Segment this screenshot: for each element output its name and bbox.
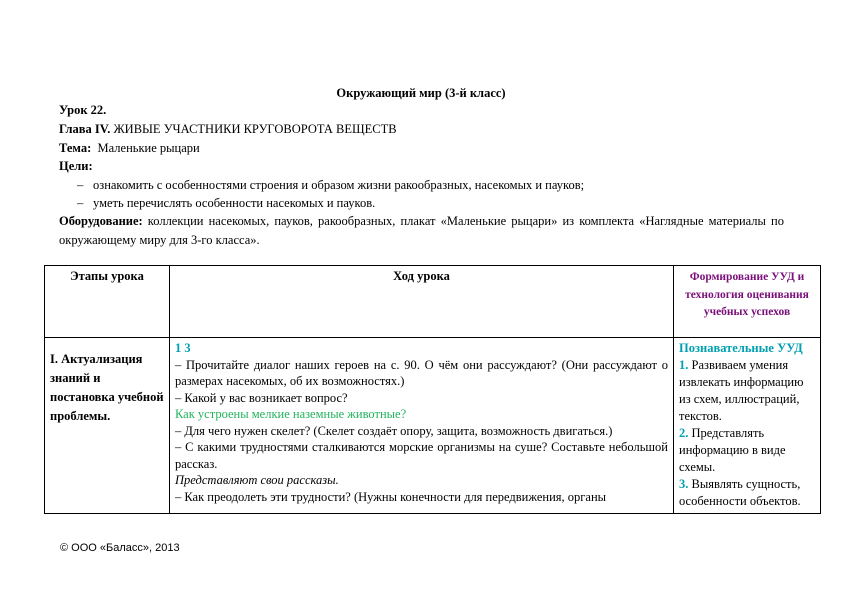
goals-label xyxy=(59,158,93,175)
stage-cell: I. Актуализация знаний и постановка учебной проблемы. xyxy=(45,338,170,514)
header-course: Ход урока xyxy=(170,266,674,338)
uud-item-text: Выявлять сущность, особенности объектов. xyxy=(679,477,801,508)
chapter-label: Глава IV. xyxy=(59,122,111,136)
goals-label-text: Цели: xyxy=(59,159,93,173)
goal-item-2: уметь перечислять особенности насекомых и пауков. xyxy=(93,196,376,210)
goal-bullet-2: – xyxy=(77,196,84,210)
header-stages: Этапы урока xyxy=(45,266,170,338)
lesson-label: Урок 22. xyxy=(59,103,107,117)
table-row xyxy=(45,338,821,514)
topic-line xyxy=(59,140,200,157)
equipment-label: Оборудование: xyxy=(59,214,143,228)
equipment-paragraph xyxy=(59,212,784,250)
copyright-footer: © ООО «Баласс», 2013 xyxy=(60,542,180,554)
equipment-text: коллекции насекомых, пауков, ракообразных, плакат «Маленькие рыцари» из комплекта «Наглядные материалы по окружающему миру для 3-го класса». xyxy=(59,214,784,247)
problem-question: Как устроены мелкие наземные животные? xyxy=(175,407,407,421)
course-activity: Представляют свои рассказы. xyxy=(175,473,339,487)
lesson-table xyxy=(44,265,821,514)
topic-label: Тема: xyxy=(59,141,92,155)
course-cell xyxy=(170,338,674,514)
uud-item xyxy=(679,476,815,510)
course-line: – Прочитайте диалог наших героев на с. 90. О чём они рассуждают? (Они рассуждают о размерах насекомых, об их возможностях.) xyxy=(175,357,668,388)
topic-text: Маленькие рыцари xyxy=(91,141,200,155)
chapter-line xyxy=(59,121,397,138)
uud-item-number: 2. xyxy=(679,426,689,440)
uud-item-number: 1. xyxy=(679,358,689,372)
uud-item-text: Развиваем умения извлекать информацию из схем, иллюстраций, текстов. xyxy=(679,358,804,423)
uud-title: Познавательные УУД xyxy=(679,341,803,355)
goal-item-1: ознакомить с особенностями строения и образом жизни ракообразных, насекомых и пауков; xyxy=(93,178,585,192)
uud-item-text: Представлять информацию в виде схемы. xyxy=(679,426,786,474)
table-header-row xyxy=(45,266,821,338)
course-line: – С какими трудностями сталкиваются морские организмы на суше? Составьте небольшой рассказ. xyxy=(175,440,668,471)
uud-item-number: 3. xyxy=(679,477,689,491)
slide-reference: 1 3 xyxy=(175,341,191,355)
course-line: – Для чего нужен скелет? (Скелет создаёт опору, защита, возможность двигаться.) xyxy=(175,423,613,438)
document-title: Окружающий мир (3-й класс) xyxy=(336,86,506,100)
uud-cell xyxy=(674,338,821,514)
uud-item xyxy=(679,425,815,476)
uud-item xyxy=(679,357,815,425)
lesson-number xyxy=(59,102,106,119)
chapter-text: ЖИВЫЕ УЧАСТНИКИ КРУГОВОРОТА ВЕЩЕСТВ xyxy=(110,122,397,136)
header-uud: Формирование УУД и технология оценивания учебных успехов xyxy=(674,266,821,338)
course-line: – Как преодолеть эти трудности? (Нужны конечности для передвижения, органы xyxy=(175,489,607,504)
course-line: – Какой у вас возникает вопрос? xyxy=(175,390,348,405)
goal-bullet-1: – xyxy=(77,178,84,192)
